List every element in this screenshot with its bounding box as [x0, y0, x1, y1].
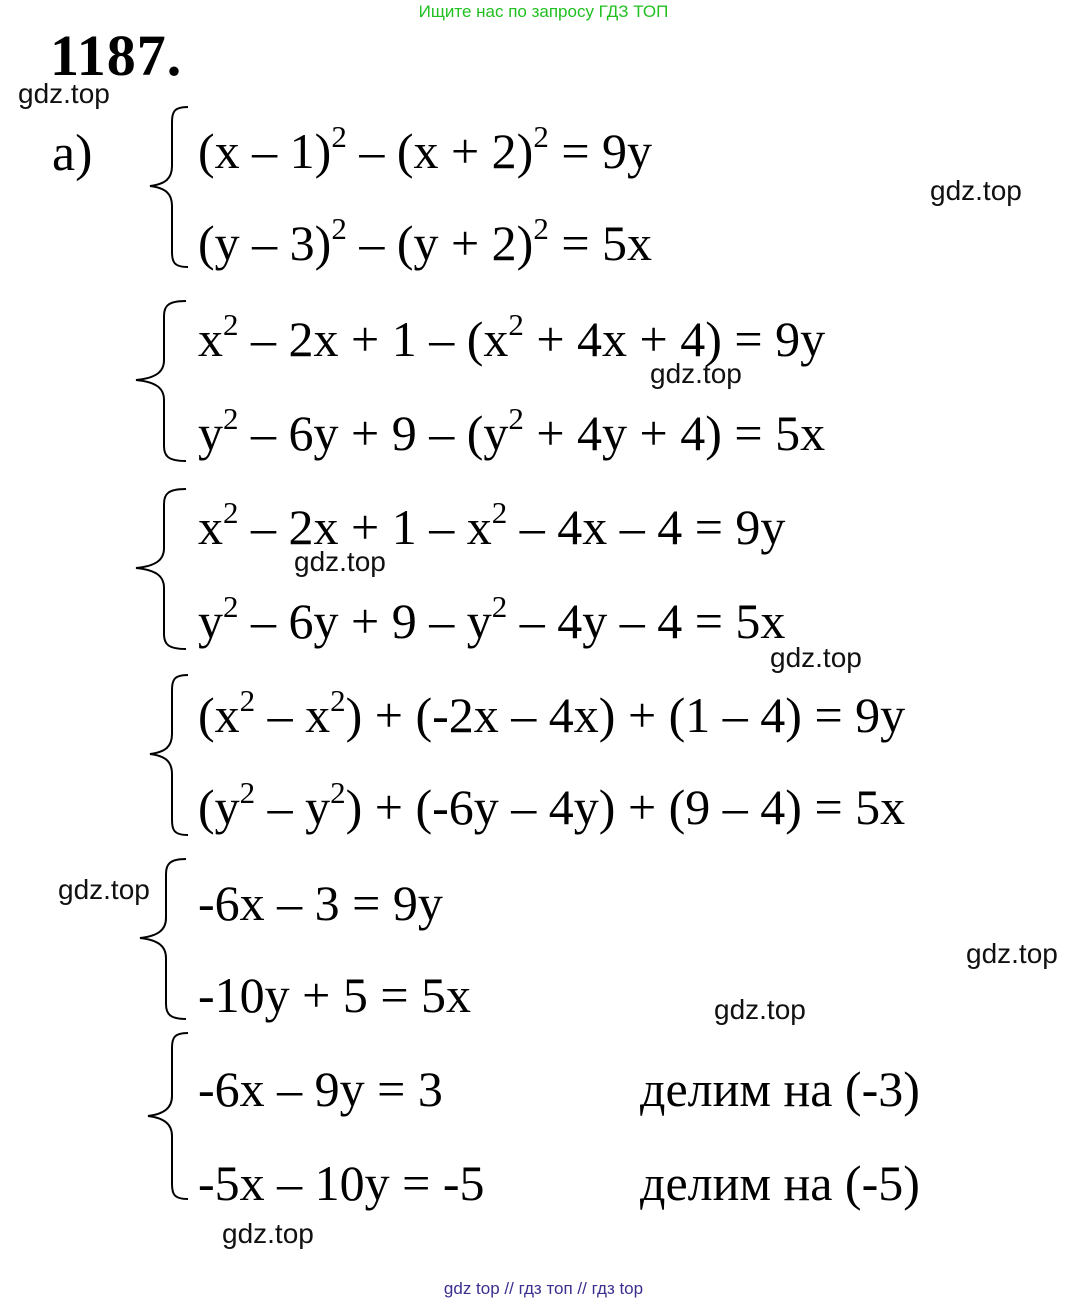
division-note: делим на (-5)	[640, 1155, 920, 1211]
watermark: gdz.top	[58, 874, 150, 905]
equation-line: -5x – 10y = -5	[198, 1155, 485, 1211]
equation-line: $x^2 - 2x + 1 - (x^2 + 4x + 4) = 9y$	[198, 307, 826, 367]
equation-line: $(x - 1)^2 - (x + 2)^2 = 9y$	[198, 119, 653, 179]
watermark: gdz.top	[966, 938, 1058, 969]
equation-line: $x^2 - 2x + 1 - x^2 - 4x - 4 = 9y$	[198, 495, 786, 555]
equation-line: $(y - 3)^2 - (y + 2)^2 = 5x$	[198, 211, 653, 271]
watermark: gdz.top	[930, 175, 1022, 206]
watermark: gdz.top	[18, 78, 110, 109]
watermark: gdz.top	[294, 546, 386, 577]
problem-number: 1187.	[50, 23, 183, 88]
system-brace	[134, 856, 190, 1022]
search-hint-banner: Ищите нас по запросу ГДЗ ТОП	[418, 2, 669, 21]
system-brace	[130, 486, 190, 652]
equation-line: $y^2 - 6y + 9 - y^2 - 4y - 4 = 5x$	[198, 589, 786, 649]
system-brace	[142, 1030, 194, 1202]
equation-line: -10y + 5 = 5x	[198, 967, 472, 1023]
system-brace	[130, 298, 190, 464]
watermark: gdz.top	[770, 642, 862, 673]
equation-line: $y^2 - 6y + 9 - (y^2 + 4y + 4) = 5x$	[198, 401, 826, 461]
division-note: делим на (-3)	[640, 1061, 920, 1117]
watermark: gdz.top	[714, 994, 806, 1025]
watermark: gdz.top	[650, 358, 742, 389]
watermark: gdz.top	[222, 1218, 314, 1249]
system-brace	[144, 104, 194, 270]
equation-line: $(x^2 - x^2) + (-2x - 4x) + (1 - 4) = 9y$	[198, 683, 906, 743]
part-label: а)	[52, 125, 93, 182]
equation-line: -6x – 9y = 3	[198, 1061, 443, 1117]
system-brace	[144, 672, 194, 838]
footer-links: gdz top // гдз топ // гдз top	[443, 1279, 644, 1298]
equation-line: $(y^2 - y^2) + (-6y - 4y) + (9 - 4) = 5x$	[198, 775, 906, 835]
equation-line: -6x – 3 = 9y	[198, 875, 443, 931]
